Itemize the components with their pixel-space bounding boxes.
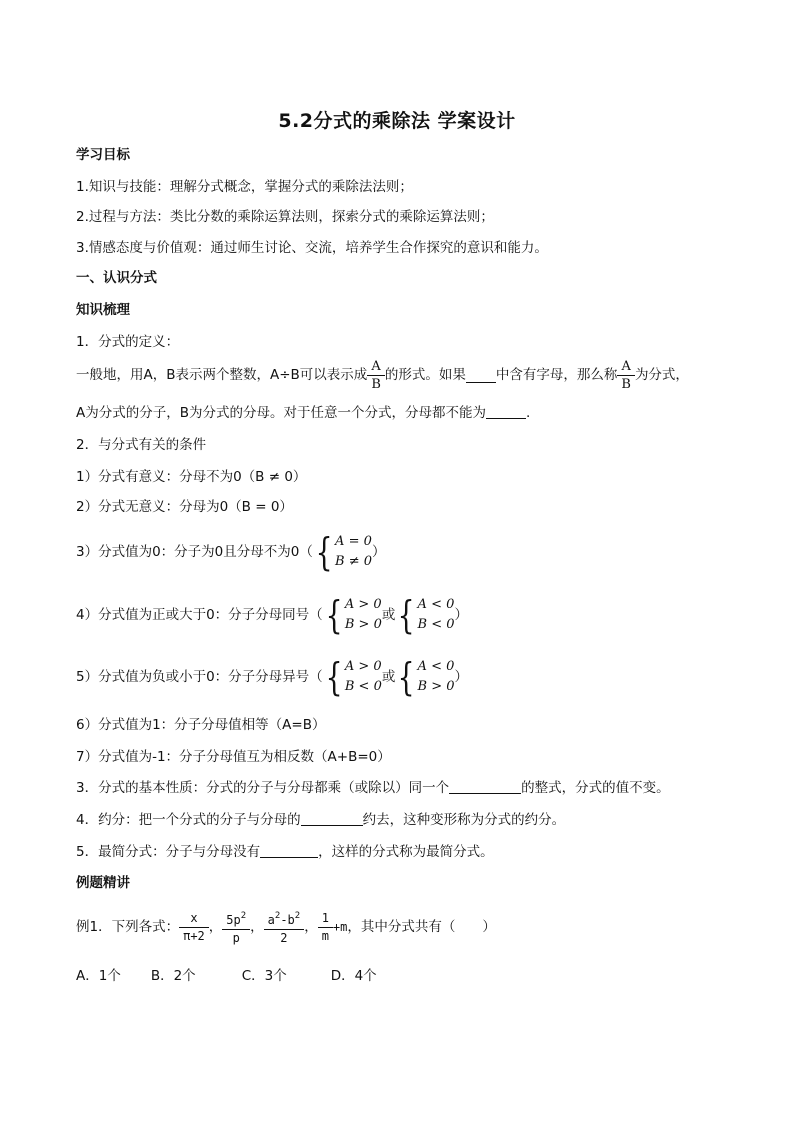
text: 5p [226,912,241,927]
condition-item [76,655,468,699]
option-b[interactable]: B．2个 [150,968,196,984]
text: 4．约分：把一个分式的分子与分母的 [76,812,301,828]
goal-item: 2.过程与方法：类比分数的乘除运算法则，探索分式的乘除运算法则； [76,209,494,225]
text: 或 [381,669,396,685]
case: A > 0 [344,659,382,674]
denominator: B [367,375,385,392]
definition-line-1 [76,355,689,395]
denominator: π+2 [179,927,209,944]
reduction-line [76,810,565,830]
denominator: 2 [264,929,305,946]
blank[interactable] [486,404,526,419]
numerator: A [621,358,631,374]
condition-item: 1）分式有意义：分母不为0（B ≠ 0） [76,469,307,485]
denominator: B [617,375,635,392]
case: B < 0 [344,679,382,694]
goal-item: 3.情感态度与价值观：通过师生讨论、交流，培养学生合作探究的意识和能力。 [76,240,548,256]
condition-item: 7）分式值为-1：分子分母值互为相反数（A+B=0） [76,749,391,765]
text: 例1．下列各式： [76,919,180,935]
text: ） [454,669,469,685]
text: 约去，这种变形称为分式的约分。 [362,812,566,828]
section-heading: 一、认识分式 [76,270,157,286]
exponent: 2 [294,910,301,921]
numerator [224,909,248,929]
equation-system: { A > 0 B < 0 [325,655,382,699]
condition-item: 6）分式值为1：分子分母值相等（A=B） [76,717,326,733]
option-c[interactable]: C．3个 [241,968,287,984]
condition-item [76,593,468,637]
text: ，其中分式共有（ ） [347,919,496,935]
conditions-label: 2．与分式有关的条件 [76,437,207,453]
option-a[interactable]: A．1个 [76,968,121,984]
text: 5）分式值为负或小于0：分子分母异号（ [76,669,323,685]
denominator: p [222,929,250,946]
equation-system: { A = 0 B ≠ 0 [315,530,373,574]
subsection-heading: 知识梳理 [76,302,130,318]
text: 的整式，分式的值不变。 [521,780,670,796]
option-d[interactable]: D．4个 [330,968,377,984]
goals-heading: 学习目标 [76,147,130,163]
options-row [76,966,377,986]
text: ） [454,607,469,623]
blank[interactable] [449,779,521,794]
condition-item [76,530,386,574]
text: A为分式的分子，B为分式的分母。对于任意一个分式，分母都不能为 [76,405,486,421]
equation-system: { A > 0 B > 0 [325,593,382,637]
numerator: x [190,910,198,925]
fraction [266,909,303,946]
text: -b [280,912,295,927]
text: ， [250,919,264,935]
text: 中含有字母，那么称 [495,367,618,383]
fraction [224,909,248,946]
fraction [320,911,331,944]
equation-system: { A < 0 B > 0 [397,655,455,699]
text: a [267,912,275,927]
text: 5．最简分式：分子与分母没有 [76,844,261,860]
case: B > 0 [344,617,382,632]
fraction-a-over-b [369,359,383,392]
denominator: m [318,927,333,944]
case: B < 0 [417,617,455,632]
exponent: 2 [240,910,247,921]
page-title: 5.2分式的乘除法 学案设计 [278,110,516,132]
case: B > 0 [417,679,455,694]
definition-line-2 [76,403,530,423]
numerator: A [371,358,381,374]
fraction [181,911,207,944]
text: 3．分式的基本性质：分式的分子与分母都乘（或除以）同一个 [76,780,450,796]
text: 一般地，用A，B表示两个整数，A÷B可以表示成 [76,367,368,383]
example-1 [76,905,496,949]
text: . [526,405,531,421]
fraction-a-over-b [619,359,633,392]
blank[interactable] [260,843,318,858]
exponent: 2 [274,910,281,921]
case: B ≠ 0 [335,554,373,569]
blank[interactable] [301,811,363,826]
goal-item: 1.知识与技能：理解分式概念，掌握分式的乘除法法则； [76,179,413,195]
condition-item: 2）分式无意义：分母为0（B = 0） [76,499,293,515]
text: ） [372,544,386,560]
text: 为分式， [634,367,689,383]
case: A = 0 [335,534,372,549]
case: A < 0 [417,597,455,612]
examples-heading: 例题精讲 [76,875,130,891]
numerator [266,909,303,929]
numerator: 1 [321,910,329,925]
text: 3）分式值为0：分子为0且分母不为0（ [76,544,313,560]
definition-label: 1．分式的定义： [76,334,180,350]
text: 的形式。如果 [384,367,466,383]
text: 或 [381,607,396,623]
text: 4）分式值为正或大于0：分子分母同号（ [76,607,323,623]
text: ， [304,919,318,935]
text: +m [332,920,348,934]
property-line [76,778,670,798]
text: ， [208,919,223,935]
simplest-line [76,842,494,862]
equation-system: { A < 0 B < 0 [397,593,455,637]
text: ，这样的分式称为最简分式。 [318,844,494,860]
blank[interactable] [466,368,496,383]
case: A > 0 [344,597,382,612]
case: A < 0 [417,659,455,674]
